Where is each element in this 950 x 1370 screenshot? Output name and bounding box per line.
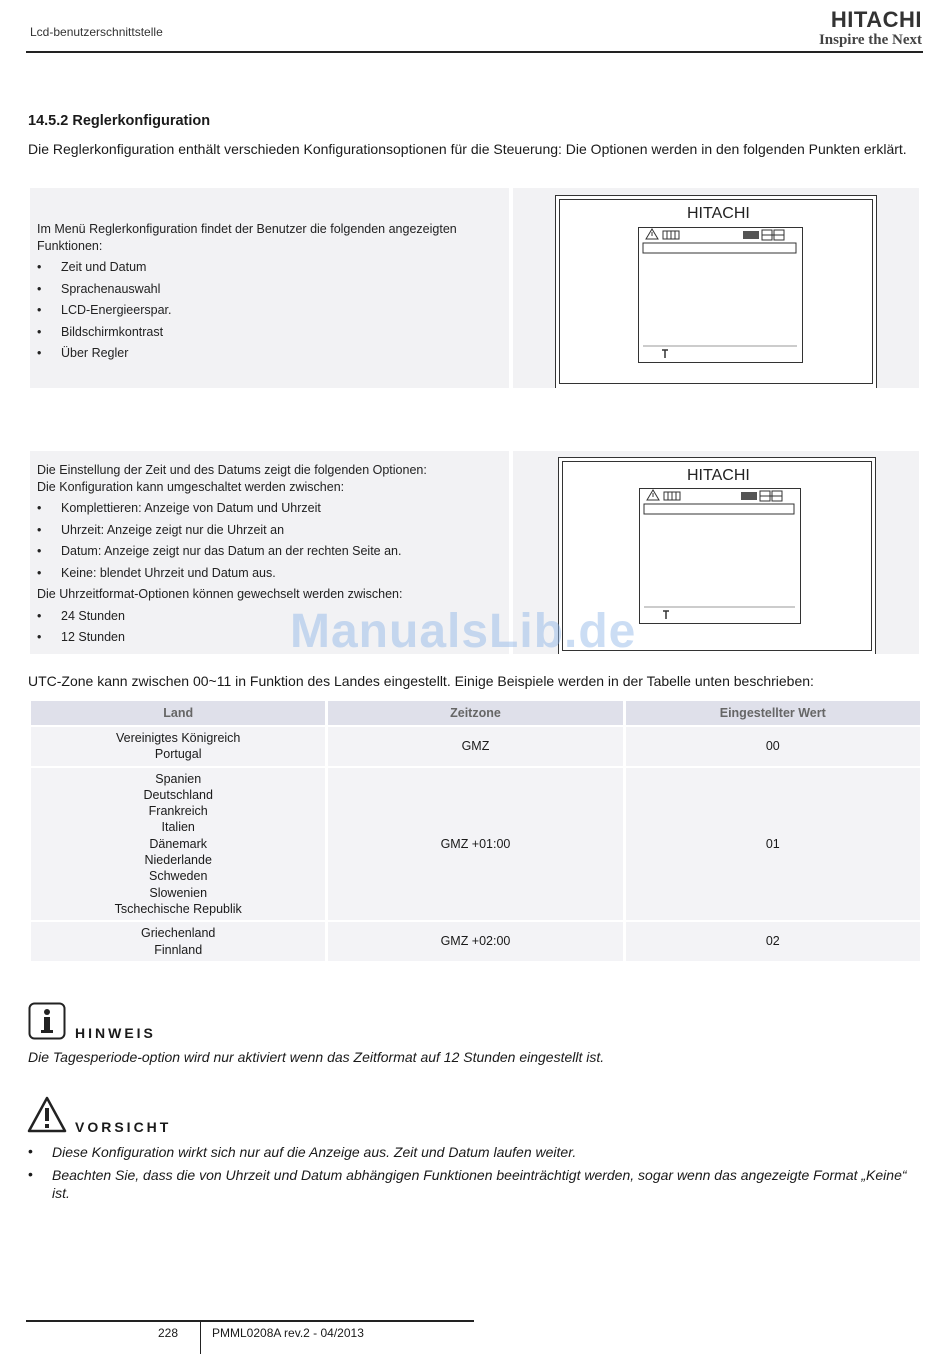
value-cell: 02 bbox=[626, 920, 920, 961]
list-item: • Sprachenauswahl bbox=[37, 281, 502, 298]
panel2-description-1: Die Einstellung der Zeit und des Datums zeigt die folgenden Optionen: bbox=[37, 463, 427, 477]
list-item: • Uhrzeit: Anzeige zeigt nur die Uhrzeit an bbox=[37, 522, 505, 539]
lcd-screen bbox=[639, 488, 801, 624]
lcd-device-bezel bbox=[559, 199, 873, 384]
list-item: • 24 Stunden bbox=[37, 608, 505, 625]
country-name: Italien bbox=[161, 820, 195, 835]
column-header-country: Land bbox=[31, 701, 325, 725]
page-number: 228 bbox=[158, 1326, 179, 1340]
lcd-device-frame bbox=[555, 195, 877, 388]
value-cell: 01 bbox=[626, 766, 920, 921]
brand-logo bbox=[722, 8, 922, 48]
list-item: • Über Regler bbox=[37, 345, 502, 362]
caution-item-text: Diese Konfiguration wirkt sich nur auf die Anzeige aus. Zeit und Datum laufen weiter. bbox=[52, 1144, 577, 1160]
list-item: • 12 Stunden bbox=[37, 629, 505, 646]
bullet-icon: • bbox=[28, 1166, 33, 1182]
info-icon bbox=[28, 1002, 66, 1040]
panel-config-menu-image bbox=[513, 188, 919, 388]
country-name: Griechenland bbox=[141, 926, 216, 941]
list-item: • Komplettieren: Anzeige von Datum und Uhrzeit bbox=[37, 500, 505, 517]
table-row bbox=[31, 766, 920, 921]
country-name: Schweden bbox=[149, 869, 208, 884]
panel1-list bbox=[37, 259, 502, 362]
key-icon bbox=[662, 350, 668, 358]
warning-icon bbox=[27, 1096, 67, 1134]
column-header-zone: Zeitzone bbox=[328, 701, 622, 725]
document-code: PMML0208A rev.2 - 04/2013 bbox=[212, 1326, 364, 1340]
zone-cell: GMZ +02:00 bbox=[328, 920, 622, 961]
lcd-brand-label: HITACHI bbox=[687, 467, 750, 484]
caution-heading: VORSICHT bbox=[75, 1119, 172, 1135]
country-name: Tschechische Republik bbox=[114, 901, 242, 916]
list-item: • Keine: blendet Uhrzeit und Datum aus. bbox=[37, 565, 505, 582]
panel-config-menu-text bbox=[30, 188, 509, 388]
footer-divider bbox=[200, 1322, 201, 1354]
watermark: ManualsLib.de bbox=[290, 605, 637, 658]
country-name: Vereinigtes Königreich bbox=[116, 731, 241, 745]
country-name: Deutschland bbox=[143, 787, 213, 802]
zone-cell: GMZ +01:00 bbox=[328, 766, 622, 921]
lcd-screen bbox=[638, 227, 803, 363]
section-title: 14.5.2 Reglerkonfiguration bbox=[28, 113, 211, 129]
header-rule bbox=[26, 51, 923, 53]
footer-rule bbox=[26, 1320, 474, 1322]
panel2-description-3: Die Uhrzeitformat-Optionen können gewechselt werden zwischen: bbox=[37, 587, 403, 601]
warning-icon bbox=[646, 229, 658, 239]
table-row bbox=[31, 920, 920, 961]
country-name: Frankreich bbox=[148, 804, 208, 819]
country-name: Dänemark bbox=[149, 836, 208, 851]
zone-cell: GMZ bbox=[328, 725, 622, 766]
list-item: • LCD-Energieerspar. bbox=[37, 302, 502, 319]
list-item: • Zeit und Datum bbox=[37, 259, 502, 276]
table-header-row bbox=[31, 701, 920, 725]
caution-item bbox=[28, 1143, 923, 1161]
panel2-list-display bbox=[37, 500, 505, 581]
country-cell bbox=[31, 725, 325, 766]
bullet-icon: • bbox=[28, 1143, 33, 1159]
brand-tagline: Inspire the Next bbox=[818, 32, 922, 48]
lcd-screen-graphic bbox=[639, 228, 802, 362]
panel2-description-2: Die Konfiguration kann umgeschaltet werden zwischen: bbox=[37, 479, 345, 494]
warning-icon bbox=[647, 490, 659, 500]
timezone-table bbox=[28, 701, 923, 961]
header-section-name: Lcd-benutzerschnittstelle bbox=[30, 25, 163, 39]
lcd-brand-label: HITACHI bbox=[687, 205, 750, 222]
list-item: • Bildschirmkontrast bbox=[37, 324, 502, 341]
utc-description: UTC-Zone kann zwischen 00~11 in Funktion des Landes eingestellt. Einige Beispiele werden in der Tabelle unten beschrieben: bbox=[28, 673, 814, 689]
caution-item-text: Beachten Sie, dass die von Uhrzeit und Datum abhängigen Funktionen beeinträchtigt werden, sogar wenn das angezeigte Format „Keine“ ist. bbox=[52, 1167, 907, 1201]
value-cell: 00 bbox=[626, 725, 920, 766]
key-icon bbox=[663, 611, 669, 619]
lcd-screen-graphic bbox=[640, 489, 800, 623]
panel1-description: Im Menü Reglerkonfiguration findet der Benutzer die folgenden angezeigten Funktionen: bbox=[37, 222, 457, 253]
table-row bbox=[31, 725, 920, 766]
country-name: Slowenien bbox=[149, 885, 208, 900]
column-header-value: Eingestellter Wert bbox=[626, 701, 920, 725]
caution-item bbox=[28, 1166, 923, 1202]
country-name: Niederlande bbox=[144, 853, 212, 868]
country-name: Spanien bbox=[155, 771, 202, 786]
country-cell bbox=[31, 766, 325, 921]
list-item: • Datum: Anzeige zeigt nur das Datum an der rechten Seite an. bbox=[37, 543, 505, 560]
country-cell bbox=[31, 920, 325, 961]
country-name: Finnland bbox=[154, 942, 203, 957]
country-name: Portugal bbox=[154, 747, 202, 762]
brand-name: HITACHI bbox=[830, 7, 922, 32]
note-text: Die Tagesperiode-option wird nur aktiviert wenn das Zeitformat auf 12 Stunden eingestellt ist. bbox=[28, 1049, 605, 1065]
note-heading: HINWEIS bbox=[75, 1025, 156, 1041]
section-intro: Die Reglerkonfiguration enthält verschieden Konfigurationsoptionen für die Steuerung: Die Optionen werden in den folgenden Punkten erklärt. bbox=[28, 141, 907, 157]
